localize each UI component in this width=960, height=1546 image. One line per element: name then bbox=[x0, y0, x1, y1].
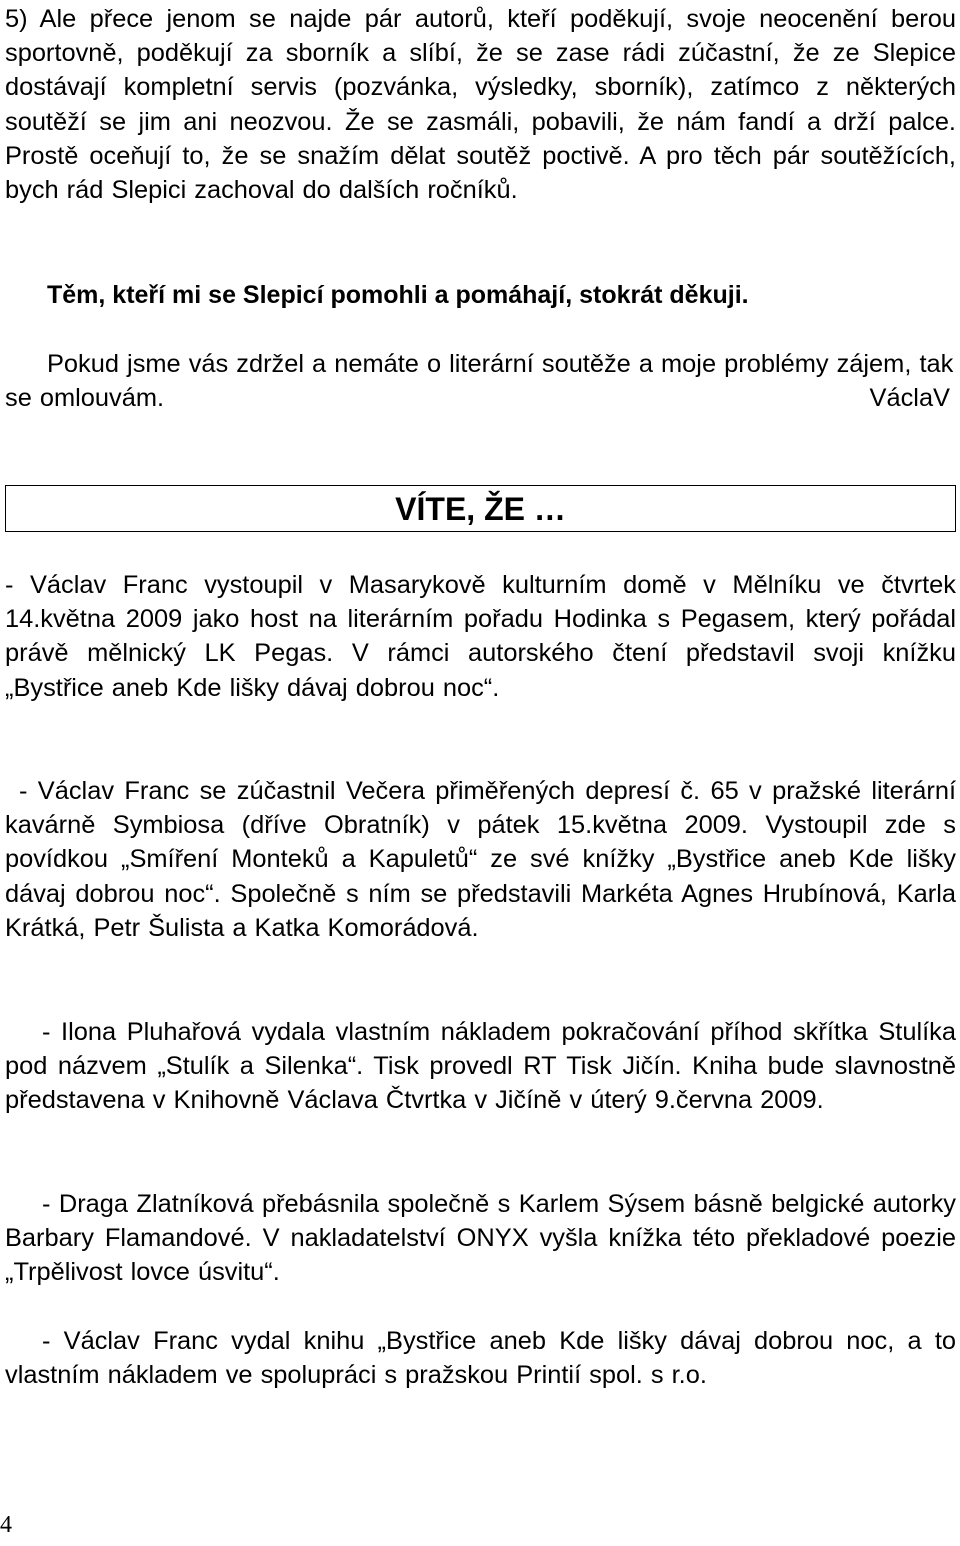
news-item: - Václav Franc vydal knihu „Bystřice aneb Kde lišky dávaj dobrou noc, a to vlastním nákladem ve spolupráci s pražskou Printií spol. s r.o. bbox=[5, 1327, 956, 1390]
news-item: - Ilona Pluhařová vydala vlastním nákladem pokračování příhod skřítka Stulíka pod názvem „Stulík a Silenka“. Tisk provedl RT Tisk Jičín. Kniha bude slavnostně představena v Knihovně Václava Čtvrtka v Jičíně v úterý 9.června 2009. bbox=[5, 1018, 956, 1115]
news-item: - Václav Franc vystoupil v Masarykově kulturním domě v Mělníku ve čtvrtek 14.května 2009 jako host na literárním pořadu Hodinka s Pegasem, který pořádal právě mělnický LK Pegas. V rámci autorského čtení představil svoji knížku „Bystřice aneb Kde lišky dávaj dobrou noc“. bbox=[5, 571, 956, 702]
news-item: - Václav Franc se zúčastnil Večera přiměřených depresí č. 65 v pražské literární kavárně Symbiosa (dříve Obratník) v pátek 15.května 2009. Vystoupil zde s povídkou „Smíření Monteků a Kapuletů“ ze své knížky „Bystřice aneb Kde lišky dávaj dobrou noc“. Společně s ním se představili Markéta Agnes Hrubínová, Karla Krátká, Petr Šulista a Katka Komorádová. bbox=[5, 777, 956, 942]
apology-block bbox=[5, 347, 956, 415]
thanks-line: Těm, kteří mi se Slepicí pomohli a pomáhají, stokrát děkuji. bbox=[47, 281, 749, 309]
news-item: - Draga Zlatníková přebásnila společně s Karlem Sýsem básně belgické autorky Barbary Flamandové. V nakladatelství ONYX vyšla knížka této překladové poezie „Trpělivost lovce úsvitu“. bbox=[5, 1190, 956, 1287]
signature: VáclaV bbox=[869, 384, 950, 412]
did-you-know-title: VÍTE, ŽE … bbox=[395, 491, 566, 527]
document-page bbox=[5, 0, 956, 1546]
paragraph-5: 5) Ale přece jenom se najde pár autorů, kteří poděkují, svoje neocenění berou sportovně, poděkují za sborník a slíbí, že se zase rádi zúčastní, že ze Slepice dostávají kompletní servis (pozvánka, výsledky, sborník), zatímco z některých soutěží se jim ani neozvou. Že se zasmáli, pobavili, že nám fandí a drží palce. Prostě oceňují to, že se snažím dělat soutěž poctivě. A pro těch pár soutěžících, bych rád Slepici zachoval do dalších ročníků. bbox=[5, 5, 956, 205]
apology-text bbox=[5, 347, 956, 415]
apology-sentence: Pokud jsme vás zdržel a nemáte o literární soutěže a moje problémy zájem, tak se omlouvám. bbox=[5, 350, 954, 413]
page-number: 4 bbox=[0, 1512, 12, 1538]
